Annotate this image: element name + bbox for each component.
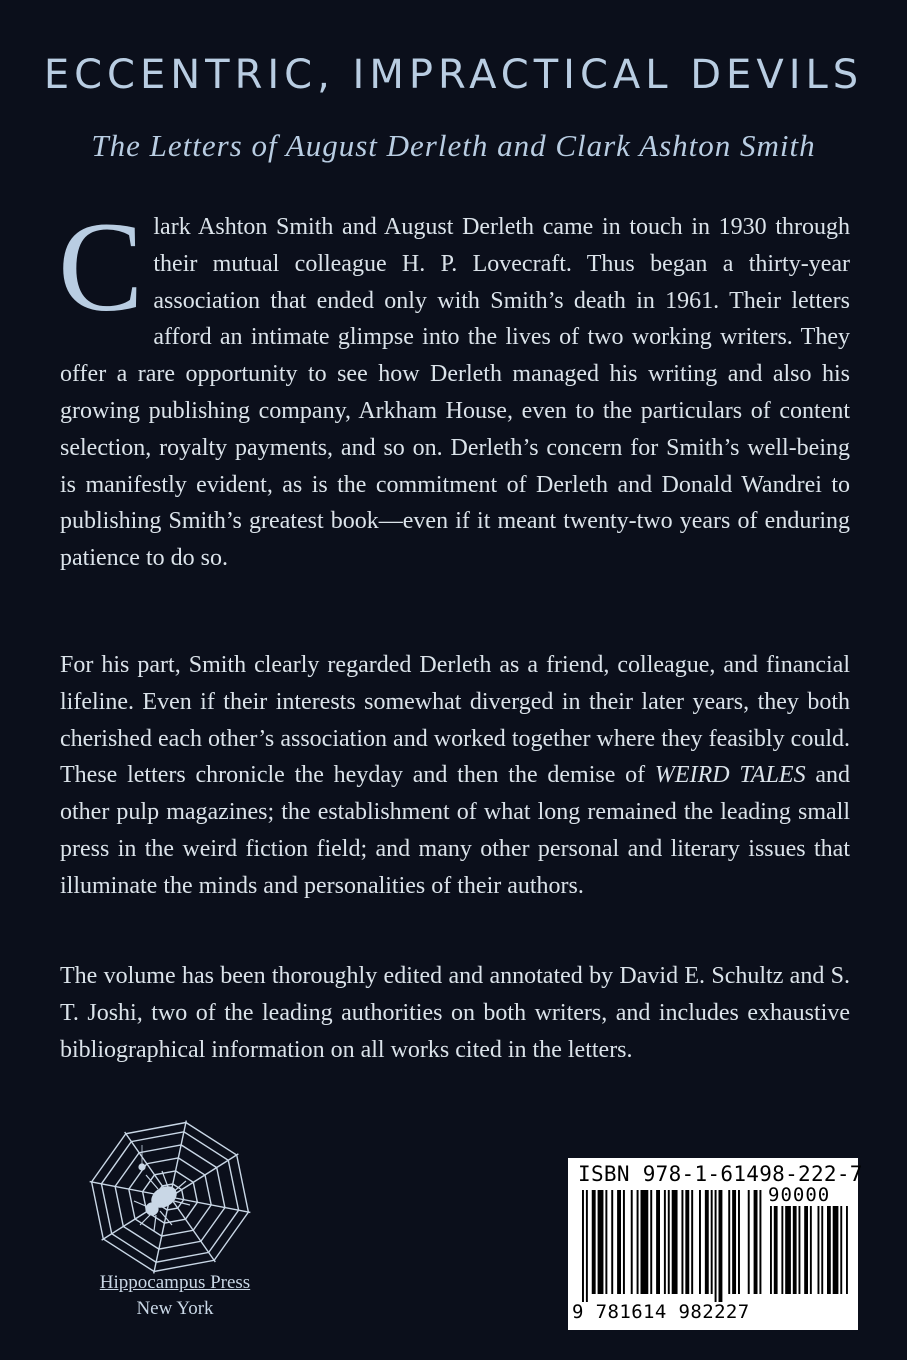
ean-digits: 9 781614 982227 [572,1301,750,1323]
blurb-paragraph-3: The volume has been thoroughly edited and annotated by David E. Schultz and S. T. Joshi, two of the leading authorities on both writers, and includes exhaustive bibliographical information on all works cited in the letters. [60,963,850,1063]
blurb-paragraph-1 [58,196,850,577]
ean-barcode-bars [582,1190,762,1302]
blurb-paragraph-2 [60,647,850,905]
price-code: 90000 [768,1184,831,1206]
magazine-title: WEIRD TALES [654,762,806,789]
isbn-barcode [568,1158,863,1330]
spider-web-icon [80,1115,260,1290]
blurb-paragraph-2-end: and other pulp magazines; the establishment of what long remained the leading small press in the weird fiction field; and many other personal and literary issues that illuminate the minds and personalities of their authors. [60,762,851,899]
publisher-city: New York [136,1298,214,1319]
blurb-paragraph-2-start: For his part, Smith clearly regarded Derleth as a friend, colleague, and financial lifeline. Even if their interests somewhat diverged in their later years, they both cherished each other’s association and worked together where they feasibly could. These letters chronicle the heyday and then the demise of [60,652,850,789]
price-barcode-bars [770,1206,848,1302]
blurb-paragraph-1-text: lark Ashton Smith and August Derleth came in touch in 1930 through their mutual colleague H. P. Lovecraft. Thus began a thirty-year association that ended only with Smith’s death in 1961. Their letters afford an intimate glimpse into the lives of two working writers. They offer a rare opportunity to see how Derleth managed his writing and also his growing publishing company, Arkham House, even to the particulars of content selection, royalty payments, and so on. Derleth’s concern for Smith’s well-being is manifestly evident, as is the commitment of Derleth and Donald Wandrei to publishing Smith’s greatest book—even if it meant twenty-two years of enduring patience to do so. [60,214,850,572]
publisher-name: Hippocampus Press [99,1272,251,1293]
drop-cap: C [58,196,144,338]
isbn-label: ISBN 978-1-61498-222-7 [578,1162,863,1186]
book-subtitle: The Letters of August Derleth and Clark Ashton Smith [91,128,816,163]
book-title: ECCENTRIC, IMPRACTICAL DEVILS [43,52,864,98]
